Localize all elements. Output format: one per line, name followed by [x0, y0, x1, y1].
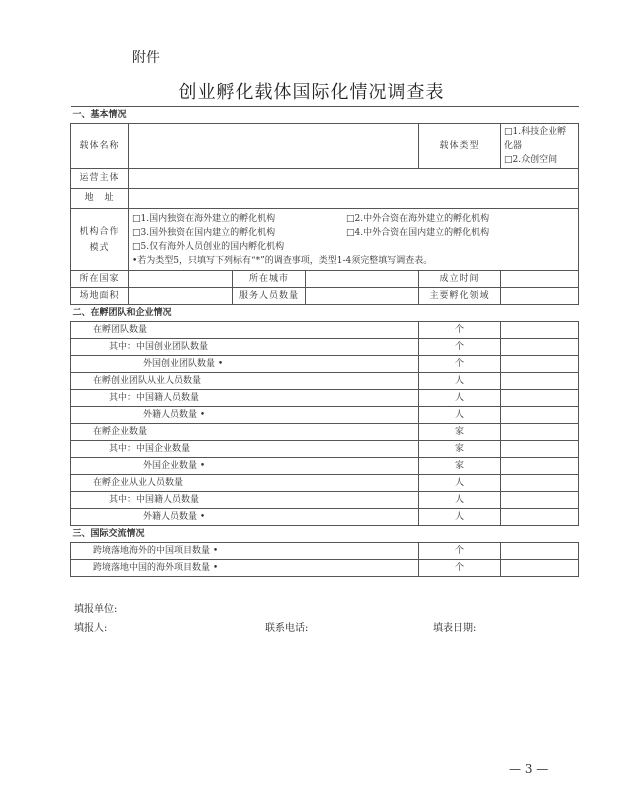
row-label: 外国企业数量 •: [71, 458, 419, 475]
coop-option-5[interactable]: □5.仅有海外人员创业的国内孵化机构: [132, 241, 285, 252]
carrier-name-row: [71, 124, 579, 169]
section2-heading: 二、在孵团队和企业情况: [71, 305, 579, 322]
row-unit: 人: [419, 373, 501, 390]
carrier-type-option-maker-space[interactable]: □2.众创空间: [504, 155, 558, 165]
coop-option-4[interactable]: □4.中外合资在国内建立的孵化机构: [346, 227, 490, 238]
row-label: 外籍人员数量 •: [71, 509, 419, 526]
coop-mode-options: [129, 209, 579, 271]
row-value-field[interactable]: [501, 373, 579, 390]
operator-field[interactable]: [129, 169, 579, 189]
table-row: [71, 424, 579, 441]
row-unit: 个: [419, 339, 501, 356]
table-row: [71, 339, 579, 356]
section2-heading-row: [71, 305, 579, 322]
reporting-unit-label: 填报单位:: [74, 604, 118, 615]
carrier-name-label: 载体名称: [71, 124, 129, 169]
row-value-field[interactable]: [501, 322, 579, 339]
page-number: — 3 —: [509, 762, 549, 776]
table-row: [71, 543, 579, 560]
row-value-field[interactable]: [501, 458, 579, 475]
country-city-row: [71, 271, 579, 288]
carrier-type-options: [501, 124, 579, 169]
table-row: [71, 390, 579, 407]
row-label: 其中：中国企业数量: [71, 441, 419, 458]
row-unit: 人: [419, 407, 501, 424]
city-label: 所在城市: [233, 271, 306, 288]
table-row: [71, 560, 579, 577]
section1-heading-row: [71, 107, 579, 124]
row-unit: 家: [419, 441, 501, 458]
row-unit: 人: [419, 475, 501, 492]
coop-mode-row: [71, 209, 579, 271]
row-label: 外国创业团队数量 •: [71, 356, 419, 373]
table-row: [71, 356, 579, 373]
row-value-field[interactable]: [501, 407, 579, 424]
row-unit: 个: [419, 560, 501, 577]
row-unit: 人: [419, 509, 501, 526]
row-label: 在孵团队数量: [71, 322, 419, 339]
row-value-field[interactable]: [501, 475, 579, 492]
table-row: [71, 322, 579, 339]
row-unit: 人: [419, 492, 501, 509]
coop-mode-label-line1: 机构合作: [79, 226, 120, 237]
carrier-type-label: 载体类型: [419, 124, 501, 169]
area-field[interactable]: [129, 288, 233, 305]
row-label: 在孵企业从业人员数量: [71, 475, 419, 492]
phone-label: 联系电话:: [265, 623, 309, 634]
row-unit: 个: [419, 322, 501, 339]
row-label: 在孵创业团队从业人员数量: [71, 373, 419, 390]
coop-option-1[interactable]: □1.国内独资在海外建立的孵化机构: [132, 213, 276, 224]
coop-option-2[interactable]: □2.中外合资在海外建立的孵化机构: [346, 213, 490, 224]
row-value-field[interactable]: [501, 339, 579, 356]
address-label: 地 址: [71, 189, 129, 209]
row-label: 其中：中国籍人员数量: [71, 390, 419, 407]
founded-label: 成立时间: [419, 271, 501, 288]
table-row: [71, 475, 579, 492]
staff-label: 服务人员数量: [233, 288, 306, 305]
row-label: 跨境落地海外的中国项目数量 •: [71, 543, 419, 560]
row-label: 跨境落地中国的海外项目数量 •: [71, 560, 419, 577]
row-value-field[interactable]: [501, 543, 579, 560]
row-unit: 个: [419, 356, 501, 373]
attachment-label: 附件: [132, 50, 160, 66]
table-row: [71, 373, 579, 390]
city-field[interactable]: [306, 271, 419, 288]
row-value-field[interactable]: [501, 356, 579, 373]
domain-label: 主要孵化领域: [419, 288, 501, 305]
fill-date-label: 填表日期:: [433, 623, 477, 634]
coop-note: •若为类型5，只填写下列标有“*”的调查事项，类型1-4须完整填写调查表。: [132, 255, 433, 266]
address-row: [71, 189, 579, 209]
coop-mode-label: [71, 209, 129, 271]
reporter-label: 填报人:: [74, 623, 108, 634]
section1-heading: 一、基本情况: [71, 107, 579, 124]
row-label: 在孵企业数量: [71, 424, 419, 441]
row-value-field[interactable]: [501, 424, 579, 441]
row-value-field[interactable]: [501, 492, 579, 509]
row-unit: 个: [419, 543, 501, 560]
address-field[interactable]: [129, 189, 579, 209]
area-label: 场地面积: [71, 288, 129, 305]
country-label: 所在国家: [71, 271, 129, 288]
row-label: 其中：中国籍人员数量: [71, 492, 419, 509]
coop-mode-label-line2: 模式: [89, 242, 110, 253]
area-staff-row: [71, 288, 579, 305]
staff-field[interactable]: [306, 288, 419, 305]
domain-field[interactable]: [501, 288, 579, 305]
operator-label: 运营主体: [71, 169, 129, 189]
table-row: [71, 492, 579, 509]
row-unit: 家: [419, 424, 501, 441]
section3-heading-row: [71, 526, 579, 543]
row-value-field[interactable]: [501, 390, 579, 407]
survey-table: [70, 106, 579, 577]
row-value-field[interactable]: [501, 509, 579, 526]
table-row: [71, 407, 579, 424]
survey-form: [70, 106, 578, 577]
table-row: [71, 509, 579, 526]
row-unit: 家: [419, 458, 501, 475]
row-label: 外籍人员数量 •: [71, 407, 419, 424]
founded-field[interactable]: [501, 271, 579, 288]
table-row: [71, 441, 579, 458]
carrier-type-option-incubator[interactable]: □1.科技企业孵化器: [504, 127, 567, 151]
section3-heading: 三、国际交流情况: [71, 526, 579, 543]
coop-option-3[interactable]: □3.国外独资在国内建立的孵化机构: [132, 227, 276, 238]
table-row: [71, 458, 579, 475]
row-label: 其中：中国创业团队数量: [71, 339, 419, 356]
carrier-name-field[interactable]: [129, 124, 419, 169]
form-title: 创业孵化载体国际化情况调查表: [178, 82, 445, 103]
country-field[interactable]: [129, 271, 233, 288]
operator-row: [71, 169, 579, 189]
row-value-field[interactable]: [501, 441, 579, 458]
row-unit: 人: [419, 390, 501, 407]
row-value-field[interactable]: [501, 560, 579, 577]
